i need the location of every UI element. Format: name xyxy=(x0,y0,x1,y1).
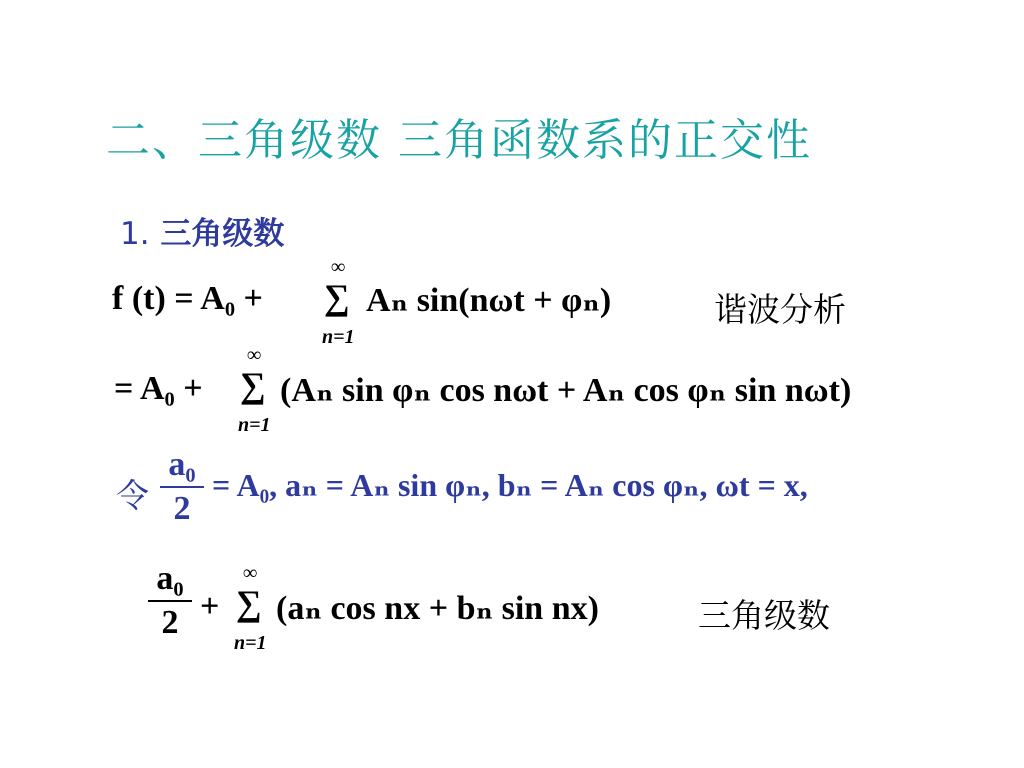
formula4-sum-lower: n=1 xyxy=(234,632,267,654)
formula1-rhs: Aₙ sin(nωt + φₙ) xyxy=(366,282,612,319)
formula1-sum-lower: n=1 xyxy=(322,326,355,348)
section-heading-text: 三角级数 xyxy=(160,216,285,252)
formula2-rhs: (Aₙ sin φₙ cos nωt + Aₙ cos φₙ sin nωt) xyxy=(280,372,852,409)
formula3-fraction-bar xyxy=(160,486,204,488)
formula4-plus: + xyxy=(200,588,220,625)
formula3-denominator: 2 xyxy=(173,490,191,527)
formula2-sum-upper: ∞ xyxy=(247,344,262,366)
formula3-definitions: = A₀, aₙ = Aₙ sin φₙ, bₙ = Aₙ cos φₙ, ωt = x, xyxy=(212,467,808,503)
section-heading xyxy=(120,208,284,253)
slide-title: 二、三角级数 三角函数系的正交性 xyxy=(106,115,812,166)
formula4-sum-upper: ∞ xyxy=(243,562,258,584)
formula4-fraction-bar xyxy=(148,600,192,602)
formula3-numerator: a₀ xyxy=(168,446,196,483)
formula4-numerator: a₀ xyxy=(156,560,184,597)
formula1-lhs: f (t) = A₀ + xyxy=(112,280,263,317)
formula2-sum-symbol: ∑ xyxy=(240,365,266,405)
formula4-denominator: 2 xyxy=(161,604,179,641)
formula1-note: 谐波分析 xyxy=(714,290,846,329)
formula1-sum-symbol: ∑ xyxy=(324,277,350,317)
formula4-note: 三角级数 xyxy=(698,596,830,635)
formula2-lead: = A₀ + xyxy=(114,370,203,407)
formula3-prefix: 令 xyxy=(116,476,149,515)
formula2-sum-lower: n=1 xyxy=(238,414,271,436)
formula4-rhs: (aₙ cos nx + bₙ sin nx) xyxy=(276,590,599,627)
section-number: 1. xyxy=(120,216,150,252)
formula3-fraction xyxy=(160,446,204,528)
formula4-fraction xyxy=(148,560,192,642)
formula-harmonic-analysis xyxy=(112,280,263,318)
formula1-sum-upper: ∞ xyxy=(331,256,346,278)
formula4-sum-symbol: ∑ xyxy=(236,583,262,623)
